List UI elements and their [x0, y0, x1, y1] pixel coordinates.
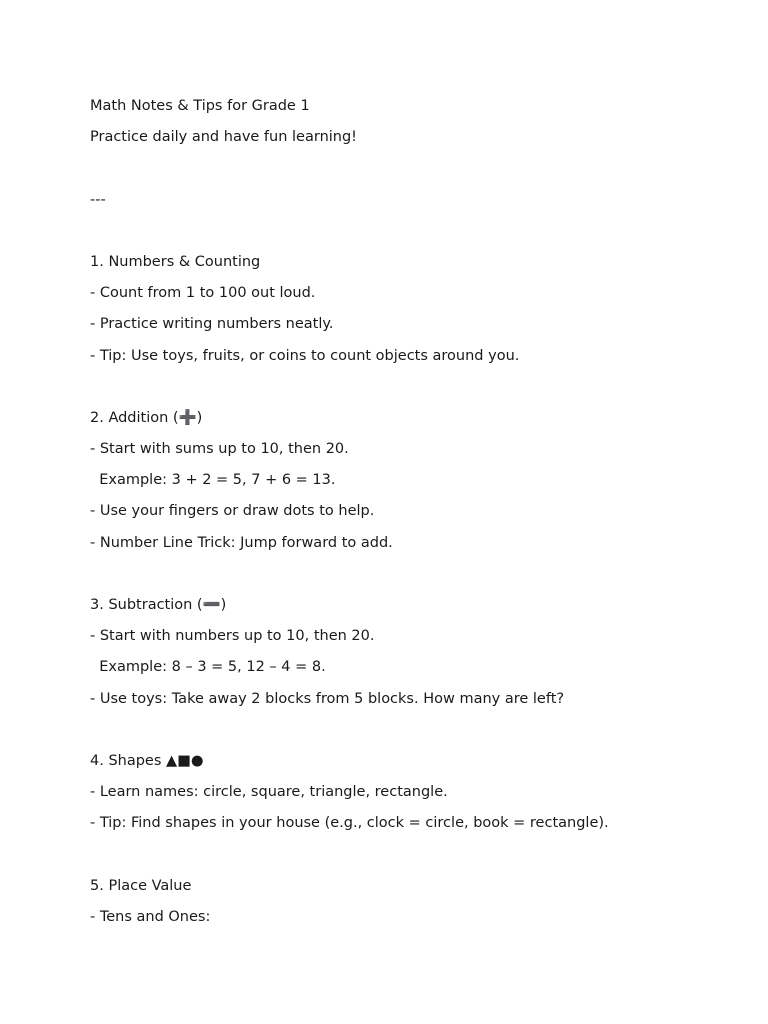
document-title: Math Notes & Tips for Grade 1: [90, 98, 310, 114]
section-heading-subtraction: 3. Subtraction (➖): [90, 597, 227, 613]
list-item: - Tens and Ones:: [90, 908, 211, 925]
blank-line: [90, 559, 730, 590]
section-heading-shapes: 4. Shapes ▲■●: [90, 752, 204, 769]
blank-line: [90, 715, 730, 746]
list-item: Example: 3 + 2 = 5, 7 + 6 = 13.: [90, 472, 336, 489]
list-item: - Count from 1 to 100 out loud.: [90, 285, 316, 302]
section-heading-addition: 2. Addition (➕): [90, 409, 203, 426]
blank-line: [90, 372, 730, 403]
list-item: - Start with numbers up to 10, then 20.: [90, 628, 375, 645]
document-subtitle: Practice daily and have fun learning!: [90, 129, 357, 146]
list-item: - Start with sums up to 10, then 20.: [90, 441, 349, 458]
list-item: - Practice writing numbers neatly.: [90, 316, 334, 333]
section-heading-place-value: 5. Place Value: [90, 877, 192, 894]
list-item: - Use your fingers or draw dots to help.: [90, 503, 375, 520]
blank-line: [90, 840, 730, 871]
list-item: - Tip: Use toys, fruits, or coins to count objects around you.: [90, 347, 520, 364]
blank-line: [90, 153, 730, 184]
list-item: Example: 8 – 3 = 5, 12 – 4 = 8.: [90, 659, 326, 676]
blank-line: [90, 216, 730, 247]
list-item: - Number Line Trick: Jump forward to add.: [90, 534, 393, 551]
document-body: [90, 91, 730, 933]
section-heading-numbers-counting: 1. Numbers & Counting: [90, 253, 261, 270]
list-item: - Learn names: circle, square, triangle, rectangle.: [90, 784, 448, 801]
list-item: - Tip: Find shapes in your house (e.g., clock = circle, book = rectangle).: [90, 815, 609, 832]
list-item: - Use toys: Take away 2 blocks from 5 blocks. How many are left?: [90, 690, 565, 707]
divider: ---: [90, 191, 106, 208]
